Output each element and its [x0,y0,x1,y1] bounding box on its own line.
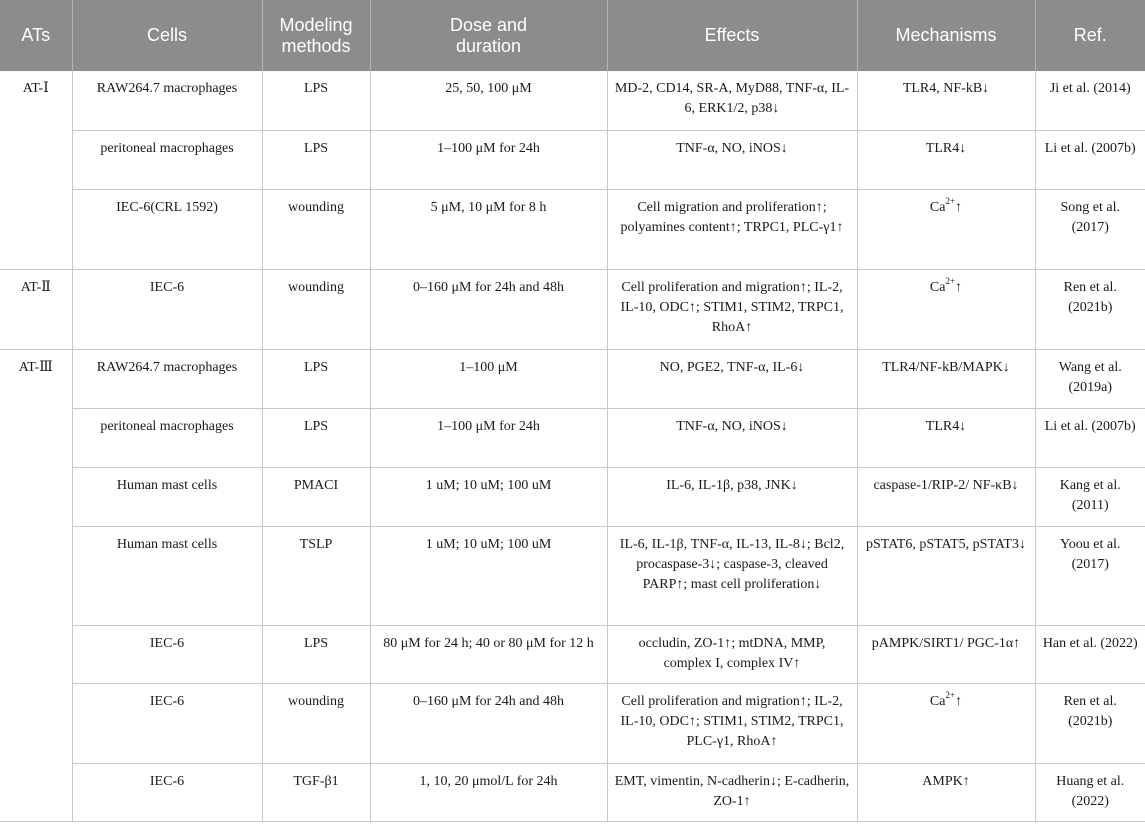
effects-cell: TNF-α, NO, iNOS↓ [607,408,857,467]
dose-cell: 1–100 μM for 24h [370,130,607,189]
header-mechanisms: Mechanisms [857,0,1035,71]
cells-cell: Human mast cells [72,526,262,625]
model-cell: LPS [262,349,370,408]
dose-cell: 1–100 μM for 24h [370,408,607,467]
cells-cell: IEC-6 [72,269,262,349]
dose-cell: 80 μM for 24 h; 40 or 80 μM for 12 h [370,625,607,683]
at-cell: AT-Ⅰ [0,71,72,269]
model-cell: TGF-β1 [262,763,370,821]
header-cells: Cells [72,0,262,71]
table-row [0,408,1145,467]
at-cell: AT-Ⅲ [0,349,72,821]
model-cell: LPS [262,625,370,683]
mechanism-cell: $Ca^{2+}↑$ [857,189,1035,269]
effects-cell: Cell migration and proliferation↑; polyamines content↑; TRPC1, PLC-γ1↑ [607,189,857,269]
table-row [0,189,1145,269]
mechanism-cell: $Ca^{2+}↑$ [857,269,1035,349]
dose-cell: 0–160 μM for 24h and 48h [370,269,607,349]
table-row [0,467,1145,526]
effects-cell: Cell proliferation and migration↑; IL-2, IL-10, ODC↑; STIM1, STIM2, TRPC1, PLC-γ1, RhoA↑ [607,683,857,763]
effects-cell: Cell proliferation and migration↑; IL-2, IL-10, ODC↑; STIM1, STIM2, TRPC1, RhoA↑ [607,269,857,349]
ref-cell: Ren et al. (2021b) [1035,269,1145,349]
cells-cell: IEC-6(CRL 1592) [72,189,262,269]
cells-cell: peritoneal macrophages [72,130,262,189]
mechanism-cell: TLR4↓ [857,408,1035,467]
ref-cell: Ren et al. (2021b) [1035,683,1145,763]
mechanism-cell: caspase-1/RIP-2/ NF-κB↓ [857,467,1035,526]
header-ref: Ref. [1035,0,1145,71]
mechanism-cell: pAMPK/SIRT1/ PGC-1α↑ [857,625,1035,683]
model-cell: wounding [262,683,370,763]
cells-cell: RAW264.7 macrophages [72,71,262,130]
cells-cell: IEC-6 [72,683,262,763]
table-row [0,349,1145,408]
effects-cell: NO, PGE2, TNF-α, IL-6↓ [607,349,857,408]
table-row [0,269,1145,349]
ref-cell: Li et al. (2007b) [1035,408,1145,467]
model-cell: LPS [262,130,370,189]
effects-cell: TNF-α, NO, iNOS↓ [607,130,857,189]
cells-cell: Human mast cells [72,467,262,526]
effects-cell: IL-6, IL-1β, p38, JNK↓ [607,467,857,526]
header-effects: Effects [607,0,857,71]
effects-cell: MD-2, CD14, SR-A, MyD88, TNF-α, IL-6, ERK1/2, p38↓ [607,71,857,130]
table-row [0,625,1145,683]
effects-cell: occludin, ZO-1↑; mtDNA, MMP, complex I, complex IV↑ [607,625,857,683]
dose-cell: 1–100 μM [370,349,607,408]
table-row [0,526,1145,625]
effects-cell: EMT, vimentin, N-cadherin↓; E-cadherin, ZO-1↑ [607,763,857,821]
mechanism-cell: $Ca^{2+}↑$ [857,683,1035,763]
header-modeling: Modeling methods [262,0,370,71]
model-cell: LPS [262,71,370,130]
table-row [0,763,1145,821]
at-cell: AT-Ⅱ [0,269,72,349]
model-cell: PMACI [262,467,370,526]
header-dose: Dose and duration [370,0,607,71]
mechanism-cell: TLR4, NF-kB↓ [857,71,1035,130]
ref-cell: Ji et al. (2014) [1035,71,1145,130]
header-row [0,0,1145,71]
model-cell: TSLP [262,526,370,625]
dose-cell: 1, 10, 20 μmol/L for 24h [370,763,607,821]
cells-cell: IEC-6 [72,625,262,683]
dose-cell: 25, 50, 100 μM [370,71,607,130]
ref-cell: Song et al. (2017) [1035,189,1145,269]
ref-cell: Wang et al. (2019a) [1035,349,1145,408]
ref-cell: Yoou et al. (2017) [1035,526,1145,625]
dose-cell: 0–160 μM for 24h and 48h [370,683,607,763]
header-ats: ATs [0,0,72,71]
dose-cell: 1 uM; 10 uM; 100 uM [370,526,607,625]
dose-cell: 5 μM, 10 μM for 8 h [370,189,607,269]
ref-cell: Han et al. (2022) [1035,625,1145,683]
effects-cell: IL-6, IL-1β, TNF-α, IL-13, IL-8↓; Bcl2, procaspase-3↓; caspase-3, cleaved PARP↑; mast cell proliferation↓ [607,526,857,625]
cells-cell: IEC-6 [72,763,262,821]
dose-cell: 1 uM; 10 uM; 100 uM [370,467,607,526]
ref-cell: Huang et al. (2022) [1035,763,1145,821]
mechanism-cell: pSTAT6, pSTAT5, pSTAT3↓ [857,526,1035,625]
model-cell: wounding [262,269,370,349]
cells-cell: peritoneal macrophages [72,408,262,467]
cells-cell: RAW264.7 macrophages [72,349,262,408]
table-row [0,71,1145,130]
mechanism-cell: AMPK↑ [857,763,1035,821]
ref-cell: Kang et al. (2011) [1035,467,1145,526]
table-row [0,130,1145,189]
model-cell: LPS [262,408,370,467]
table-row [0,683,1145,763]
mechanism-cell: TLR4/NF-kB/MAPK↓ [857,349,1035,408]
model-cell: wounding [262,189,370,269]
ref-cell: Li et al. (2007b) [1035,130,1145,189]
mechanism-cell: TLR4↓ [857,130,1035,189]
